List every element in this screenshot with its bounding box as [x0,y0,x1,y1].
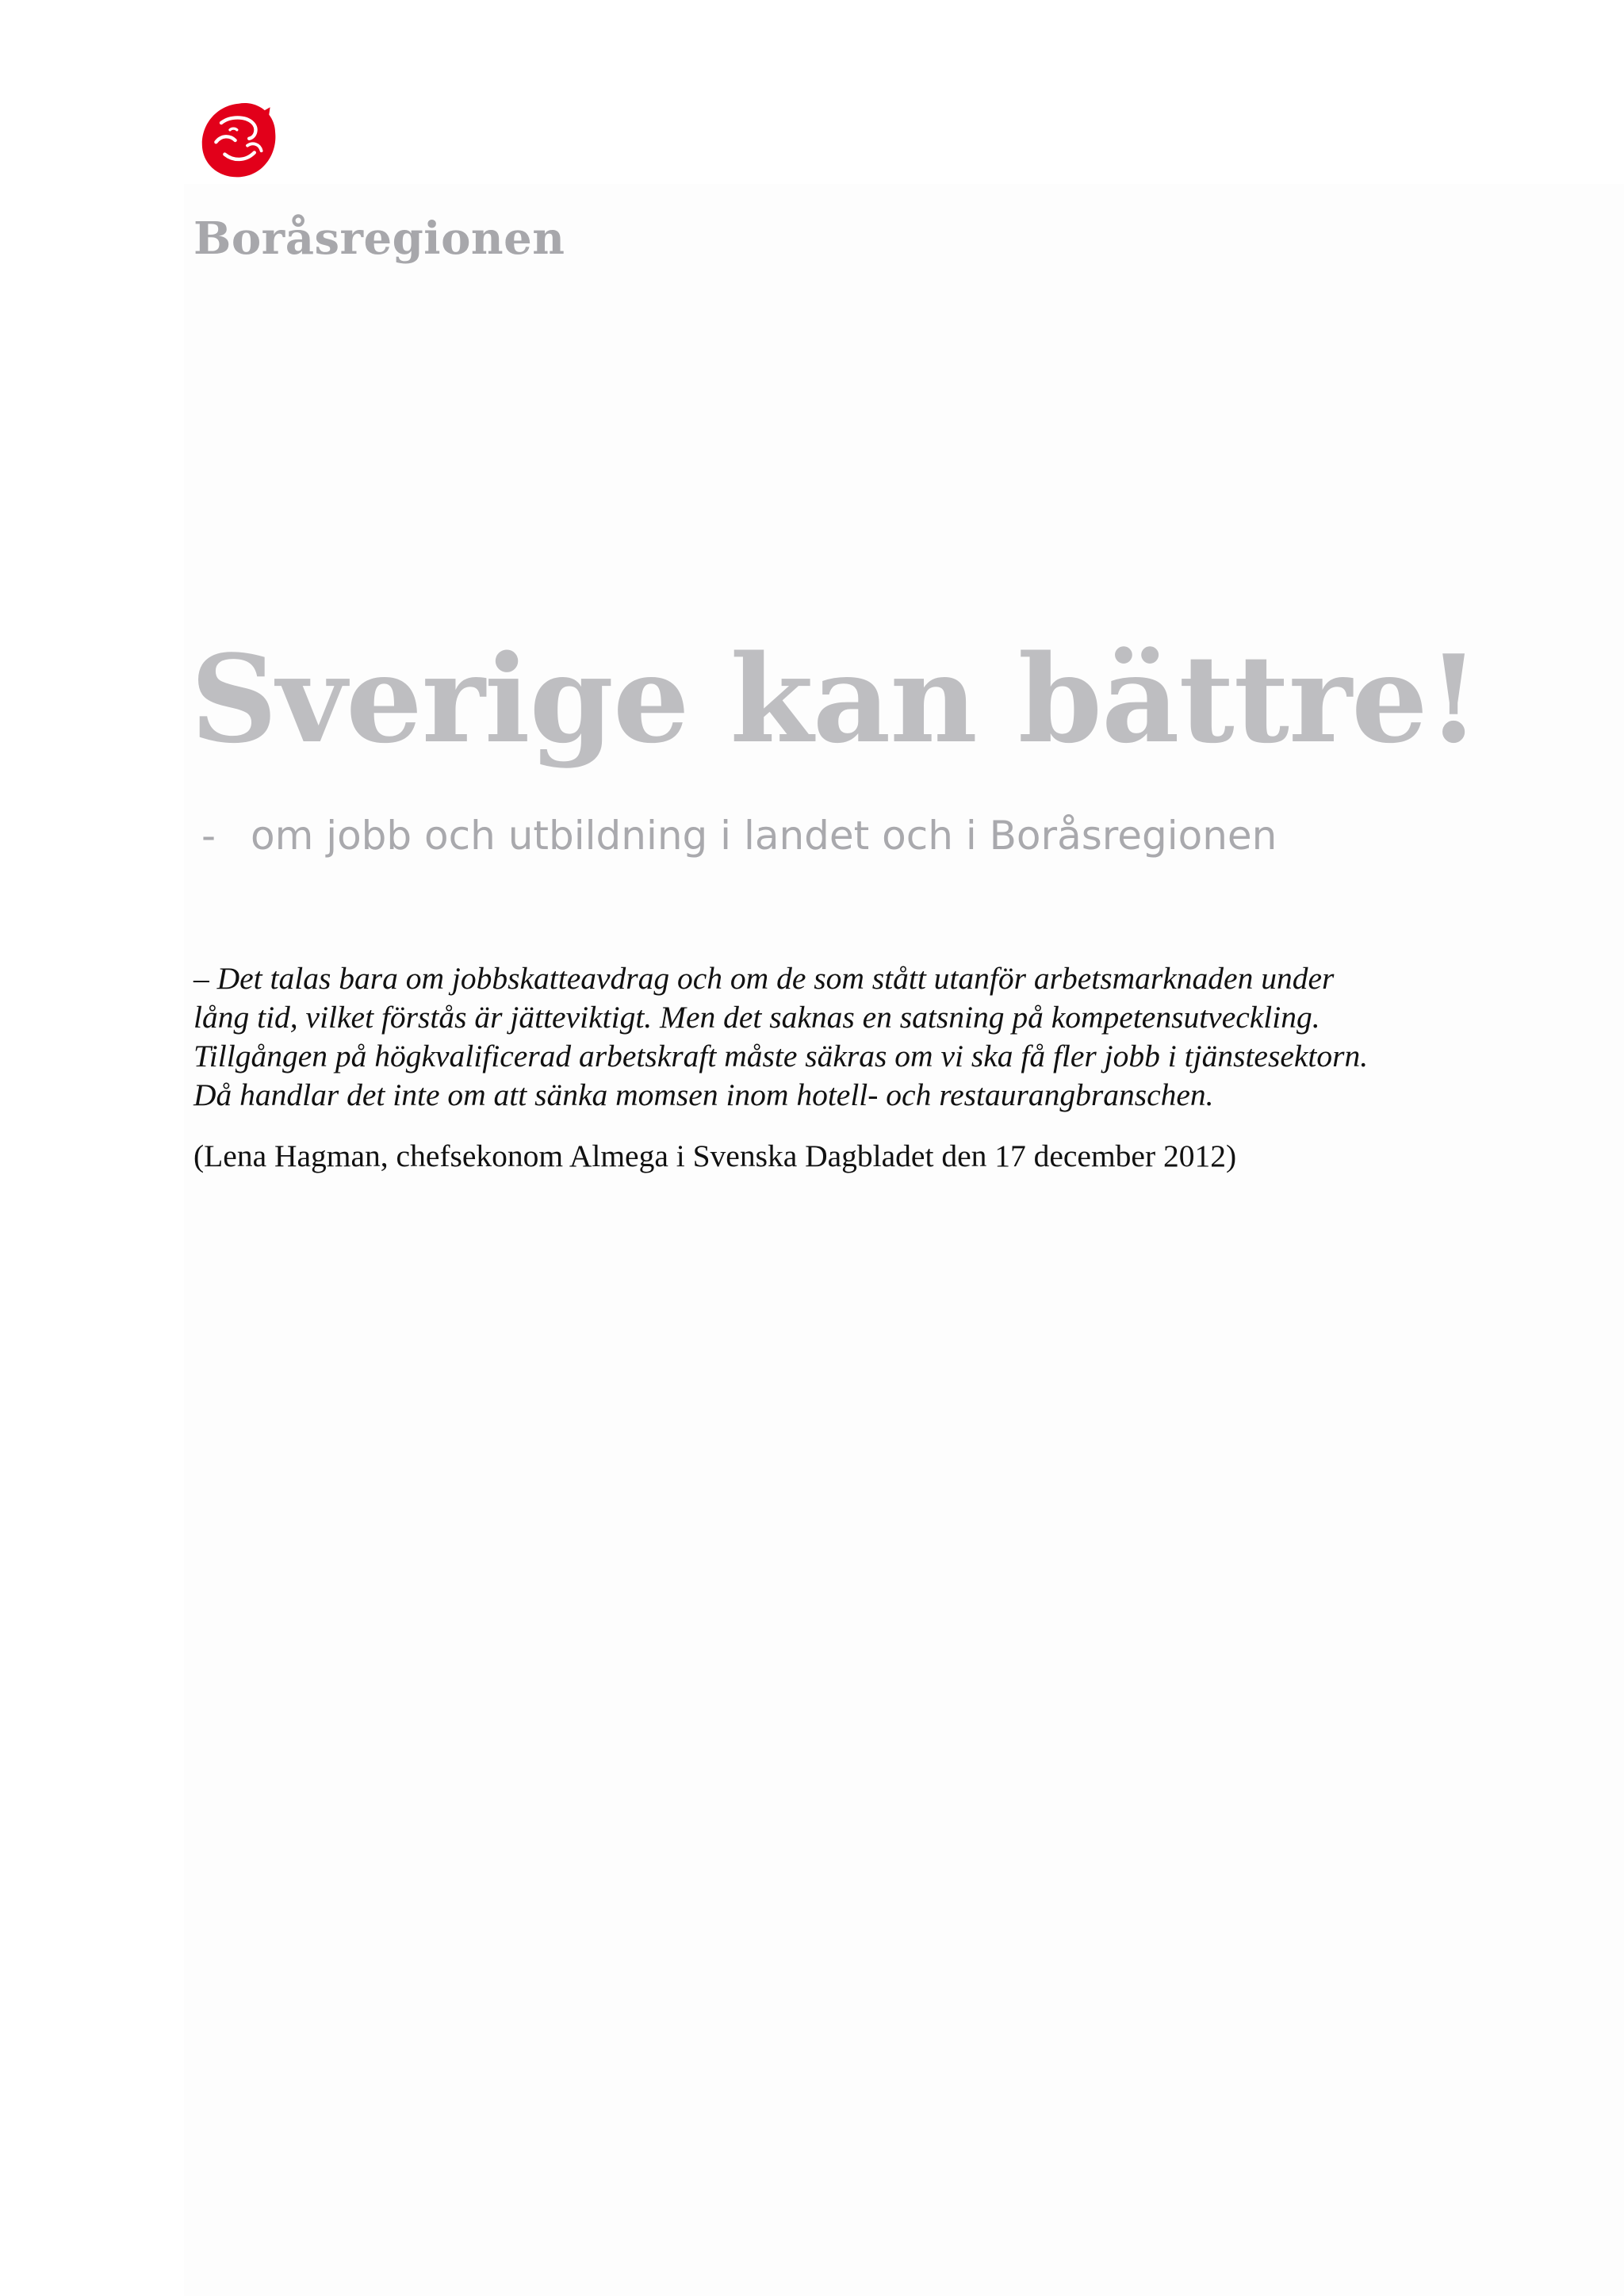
subtitle-dash: - [201,813,216,859]
quote-line: Tillgången på högkvalificerad arbetskraft måste säkras om vi ska få fler jobb i tjänstesektorn. [193,1039,1369,1073]
quote-source: (Lena Hagman, chefsekonom Almega i Svenska Dagbladet den 17 december 2012) [193,1138,1237,1173]
quote-line: lång tid, vilket förstås är jätteviktigt. Men det saknas en satsning på kompetensutveckling. [193,1000,1320,1035]
page-title: Sverige kan bättre! [190,628,1480,770]
quote-line: Då handlar det inte om att sänka momsen inom hotell- och restaurangbranschen. [193,1077,1214,1112]
quote-line: – Det talas bara om jobbskatteavdrag och om de som stått utanför arbetsmarknaden under [193,961,1335,996]
region-name: Boråsregionen [193,212,565,265]
quote-paragraph [193,959,1478,1115]
subtitle-text: om jobb och utbildning i landet och i Boråsregionen [251,813,1277,859]
rose-logo-icon [195,97,282,184]
subtitle [201,812,1277,859]
page-background [184,184,1624,2296]
